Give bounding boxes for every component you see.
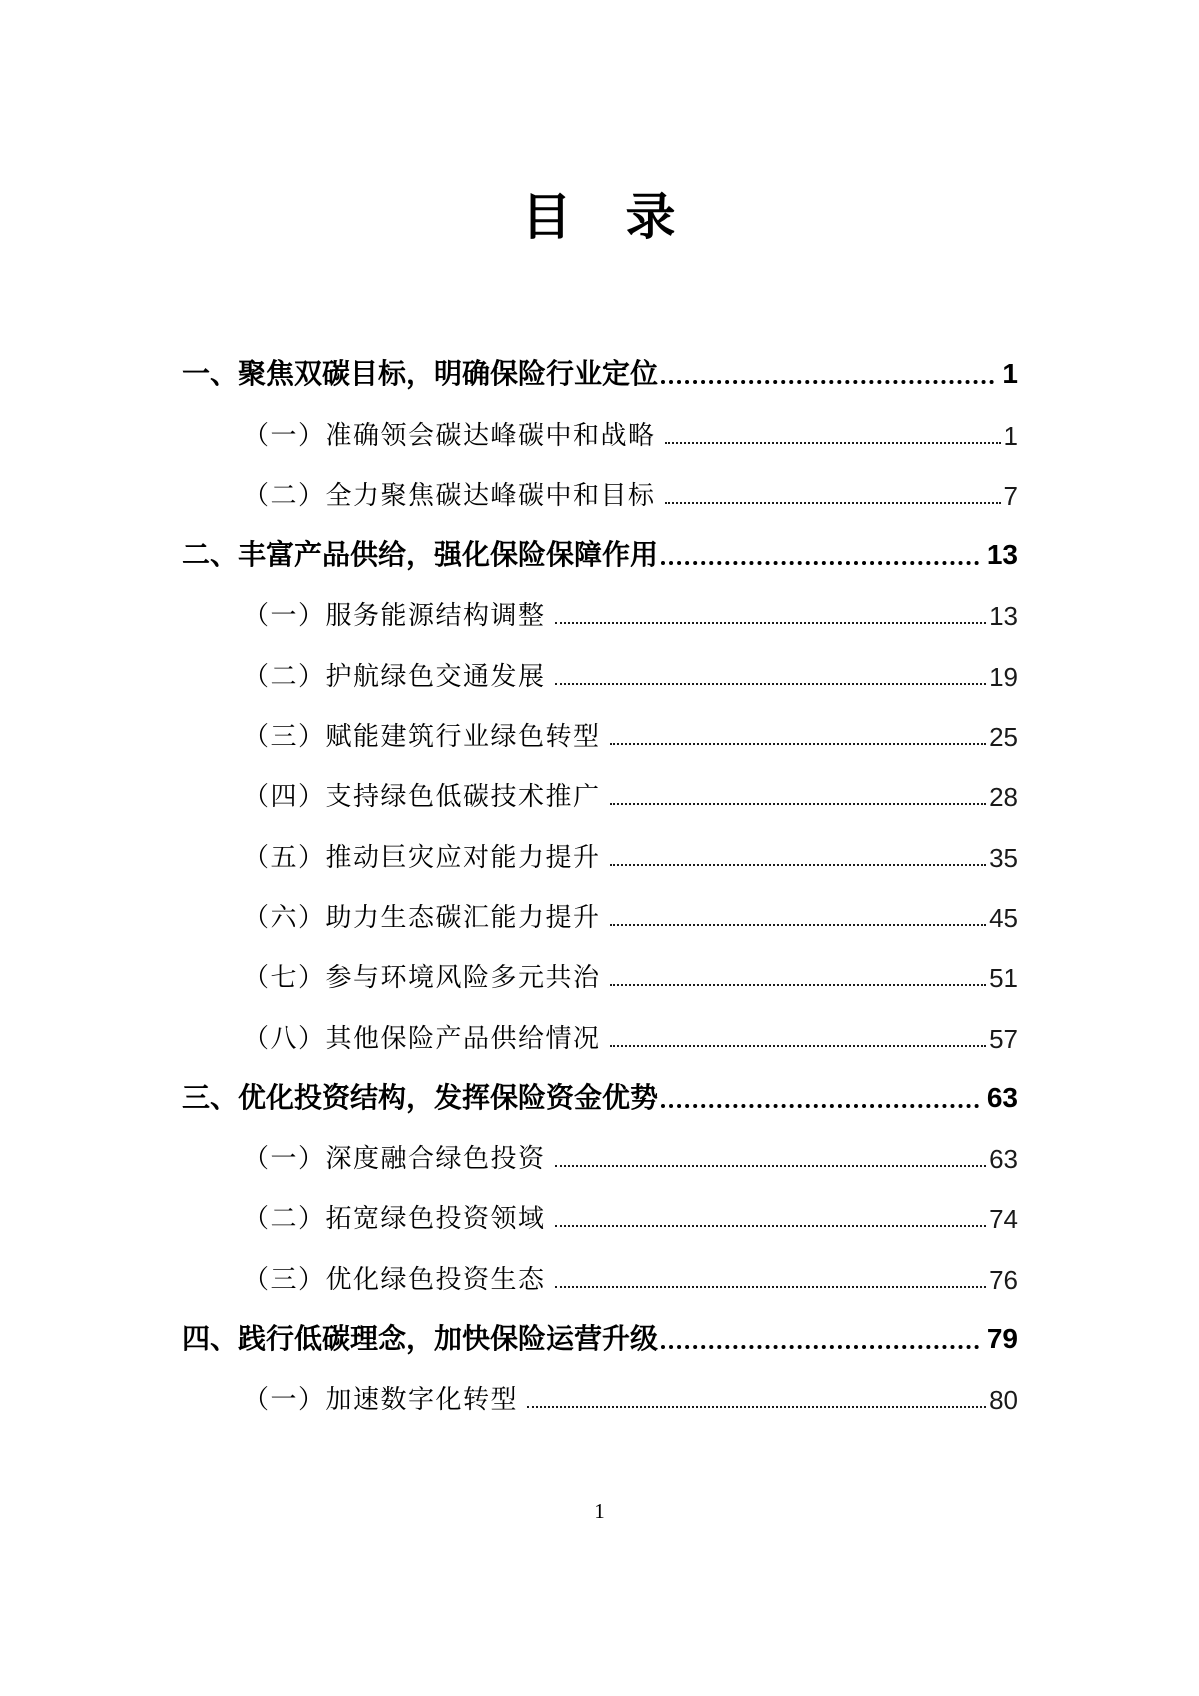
dot-leader xyxy=(661,561,979,565)
table-of-contents xyxy=(182,336,1018,1421)
dot-leader xyxy=(661,380,994,384)
dot-leader xyxy=(610,1045,987,1047)
toc-entry-page: 79 xyxy=(986,1323,1018,1355)
toc-entry[interactable] xyxy=(182,939,1018,999)
dot-leader xyxy=(610,924,987,926)
toc-entry[interactable] xyxy=(182,396,1018,456)
toc-entry-page: 13 xyxy=(989,601,1018,632)
toc-entry[interactable] xyxy=(182,1361,1018,1421)
toc-entry-label: （五）推动巨灾应对能力提升 xyxy=(243,842,601,872)
toc-entry-label: （四）支持绿色低碳技术推广 xyxy=(243,782,601,812)
toc-entry-page: 13 xyxy=(986,539,1018,571)
toc-entry[interactable] xyxy=(182,999,1018,1059)
toc-entry[interactable] xyxy=(182,637,1018,697)
toc-entry[interactable] xyxy=(182,457,1018,517)
toc-entry[interactable] xyxy=(182,336,1018,396)
toc-entry-label: （三）优化绿色投资生态 xyxy=(243,1264,546,1294)
dot-leader xyxy=(610,743,987,745)
toc-entry-label: （三）赋能建筑行业绿色转型 xyxy=(243,722,601,752)
toc-entry-page: 28 xyxy=(989,782,1018,813)
toc-entry-page: 1 xyxy=(1003,420,1018,451)
toc-entry-page: 19 xyxy=(989,661,1018,692)
toc-entry-label: （八）其他保险产品供给情况 xyxy=(243,1023,601,1053)
dot-leader xyxy=(555,1165,987,1167)
toc-entry-page: 45 xyxy=(989,902,1018,933)
toc-entry-label: （一）服务能源结构调整 xyxy=(243,601,546,631)
toc-entry[interactable] xyxy=(182,1301,1018,1361)
toc-entry-page: 80 xyxy=(989,1385,1018,1416)
dot-leader xyxy=(555,683,987,685)
dot-leader xyxy=(555,622,987,624)
toc-entry-label: 一、聚焦双碳目标，明确保险行业定位 xyxy=(182,358,659,390)
dot-leader xyxy=(555,1286,987,1288)
toc-entry-page: 63 xyxy=(989,1144,1018,1175)
toc-entry-label: （七）参与环境风险多元共治 xyxy=(243,963,601,993)
toc-entry-label: 二、丰富产品供给，强化保险保障作用 xyxy=(182,539,659,571)
toc-entry-page: 63 xyxy=(986,1081,1018,1113)
page-title: 目 录 xyxy=(521,189,678,245)
toc-entry[interactable] xyxy=(182,1120,1018,1180)
toc-entry[interactable] xyxy=(182,698,1018,758)
dot-leader xyxy=(661,1345,979,1349)
footer-page-number: 1 xyxy=(594,1499,605,1523)
dot-leader xyxy=(610,864,987,866)
toc-entry-page: 76 xyxy=(989,1264,1018,1295)
toc-entry-label: （二）全力聚焦碳达峰碳中和目标 xyxy=(243,480,656,510)
dot-leader xyxy=(610,803,987,805)
toc-entry-page: 57 xyxy=(989,1023,1018,1054)
toc-entry[interactable] xyxy=(182,1240,1018,1300)
toc-entry-label: （二）护航绿色交通发展 xyxy=(243,661,546,691)
dot-leader xyxy=(665,502,1001,504)
toc-entry-page: 25 xyxy=(989,722,1018,753)
toc-entry-page: 51 xyxy=(989,963,1018,994)
toc-entry-label: （一）加速数字化转型 xyxy=(243,1385,519,1415)
toc-entry[interactable] xyxy=(182,879,1018,939)
toc-entry-label: 三、优化投资结构，发挥保险资金优势 xyxy=(182,1081,659,1113)
toc-entry-page: 1 xyxy=(1002,358,1018,390)
toc-entry-label: （一）深度融合绿色投资 xyxy=(243,1144,546,1174)
toc-entry[interactable] xyxy=(182,517,1018,577)
dot-leader xyxy=(555,1225,987,1227)
dot-leader xyxy=(661,1104,979,1108)
dot-leader xyxy=(527,1406,986,1408)
toc-entry-label: 四、践行低碳理念，加快保险运营升级 xyxy=(182,1323,659,1355)
toc-entry-page: 74 xyxy=(989,1204,1018,1235)
toc-entry-label: （六）助力生态碳汇能力提升 xyxy=(243,902,601,932)
toc-entry[interactable] xyxy=(182,758,1018,818)
toc-entry[interactable] xyxy=(182,1060,1018,1120)
toc-entry[interactable] xyxy=(182,818,1018,878)
toc-entry-label: （一）准确领会碳达峰碳中和战略 xyxy=(243,420,656,450)
toc-entry[interactable] xyxy=(182,577,1018,637)
toc-entry-label: （二）拓宽绿色投资领域 xyxy=(243,1204,546,1234)
toc-entry-page: 35 xyxy=(989,842,1018,873)
toc-entry-page: 7 xyxy=(1003,480,1018,511)
dot-leader xyxy=(610,984,987,986)
toc-entry[interactable] xyxy=(182,1180,1018,1240)
dot-leader xyxy=(665,442,1001,444)
